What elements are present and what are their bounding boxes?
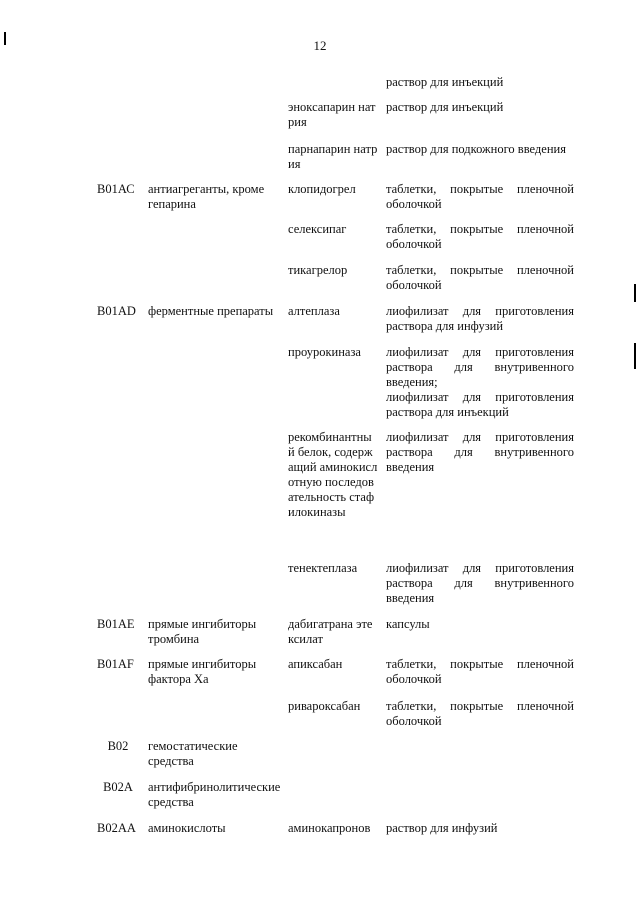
atc-code: В01AD xyxy=(97,304,136,318)
drug-name: рекомбинантный белок, содержащий аминокислотную последовательность стафилокиназы xyxy=(288,430,378,519)
drug-name: селексипаг xyxy=(288,222,347,236)
scan-mark-right-2 xyxy=(634,343,636,369)
drug-name: тикагрелор xyxy=(288,263,348,277)
dosage-form: раствор для инъекций xyxy=(386,100,504,114)
dosage-form: лиофилизат для приготовления раствора для внутривенного введения; лиофилизат для приготовления раствора для инъекций xyxy=(386,345,574,419)
drug-name: проурокиназа xyxy=(288,345,361,359)
drug-name: аминокапронов xyxy=(288,821,371,835)
drug-name: парнапарин натрия xyxy=(288,142,378,171)
atc-code: В02 xyxy=(107,739,129,753)
pharmacological-group: аминокислоты xyxy=(148,821,226,835)
drug-name: тенектеплаза xyxy=(288,561,358,575)
atc-code: В01АС xyxy=(97,182,135,196)
drug-name: ривароксабан xyxy=(288,699,361,713)
dosage-form: таблетки, покрытые пленочной оболочкой xyxy=(386,222,574,251)
dosage-form: раствор для подкожного введения xyxy=(386,142,566,156)
pharmacological-group: ферментные препараты xyxy=(148,304,274,318)
atc-code: В02АА xyxy=(97,821,136,835)
atc-code: В02А xyxy=(103,780,133,794)
dosage-form: таблетки, покрытые пленочной оболочкой xyxy=(386,263,574,292)
dosage-form: лиофилизат для приготовления раствора для инфузий xyxy=(386,304,574,333)
drug-name: алтеплаза xyxy=(288,304,340,318)
atc-code: В01AF xyxy=(97,657,134,671)
dosage-form: капсулы xyxy=(386,617,430,631)
drug-name: дабигатрана этексилат xyxy=(288,617,373,646)
dosage-form: лиофилизат для приготовления раствора для внутривенного введения xyxy=(386,430,574,474)
pharmacological-group: антиагреганты, кроме гепарина xyxy=(148,182,265,211)
dosage-form: таблетки, покрытые пленочной оболочкой xyxy=(386,657,574,686)
dosage-form: раствор для инфузий xyxy=(386,821,498,835)
drug-name: клопидогрел xyxy=(288,182,356,196)
drug-name: эноксапарин натрия xyxy=(288,100,376,129)
pharmacological-group: антифибринолитические средства xyxy=(148,780,281,809)
page-number: 12 xyxy=(313,38,327,53)
dosage-form: таблетки, покрытые пленочной оболочкой xyxy=(386,699,574,728)
pharmacological-group: гемостатические средства xyxy=(148,739,238,768)
pharmacological-group: прямые ингибиторы тромбина xyxy=(148,617,257,646)
dosage-form: лиофилизат для приготовления раствора для внутривенного введения xyxy=(386,561,574,605)
dosage-form: раствор для инъекций xyxy=(386,75,504,89)
scan-mark-right-1 xyxy=(634,284,636,302)
atc-code: В01АЕ xyxy=(97,617,135,631)
dosage-form: таблетки, покрытые пленочной оболочкой xyxy=(386,182,574,211)
pharmacological-group: прямые ингибиторы фактора Ха xyxy=(148,657,257,686)
drug-name: апиксабан xyxy=(288,657,343,671)
